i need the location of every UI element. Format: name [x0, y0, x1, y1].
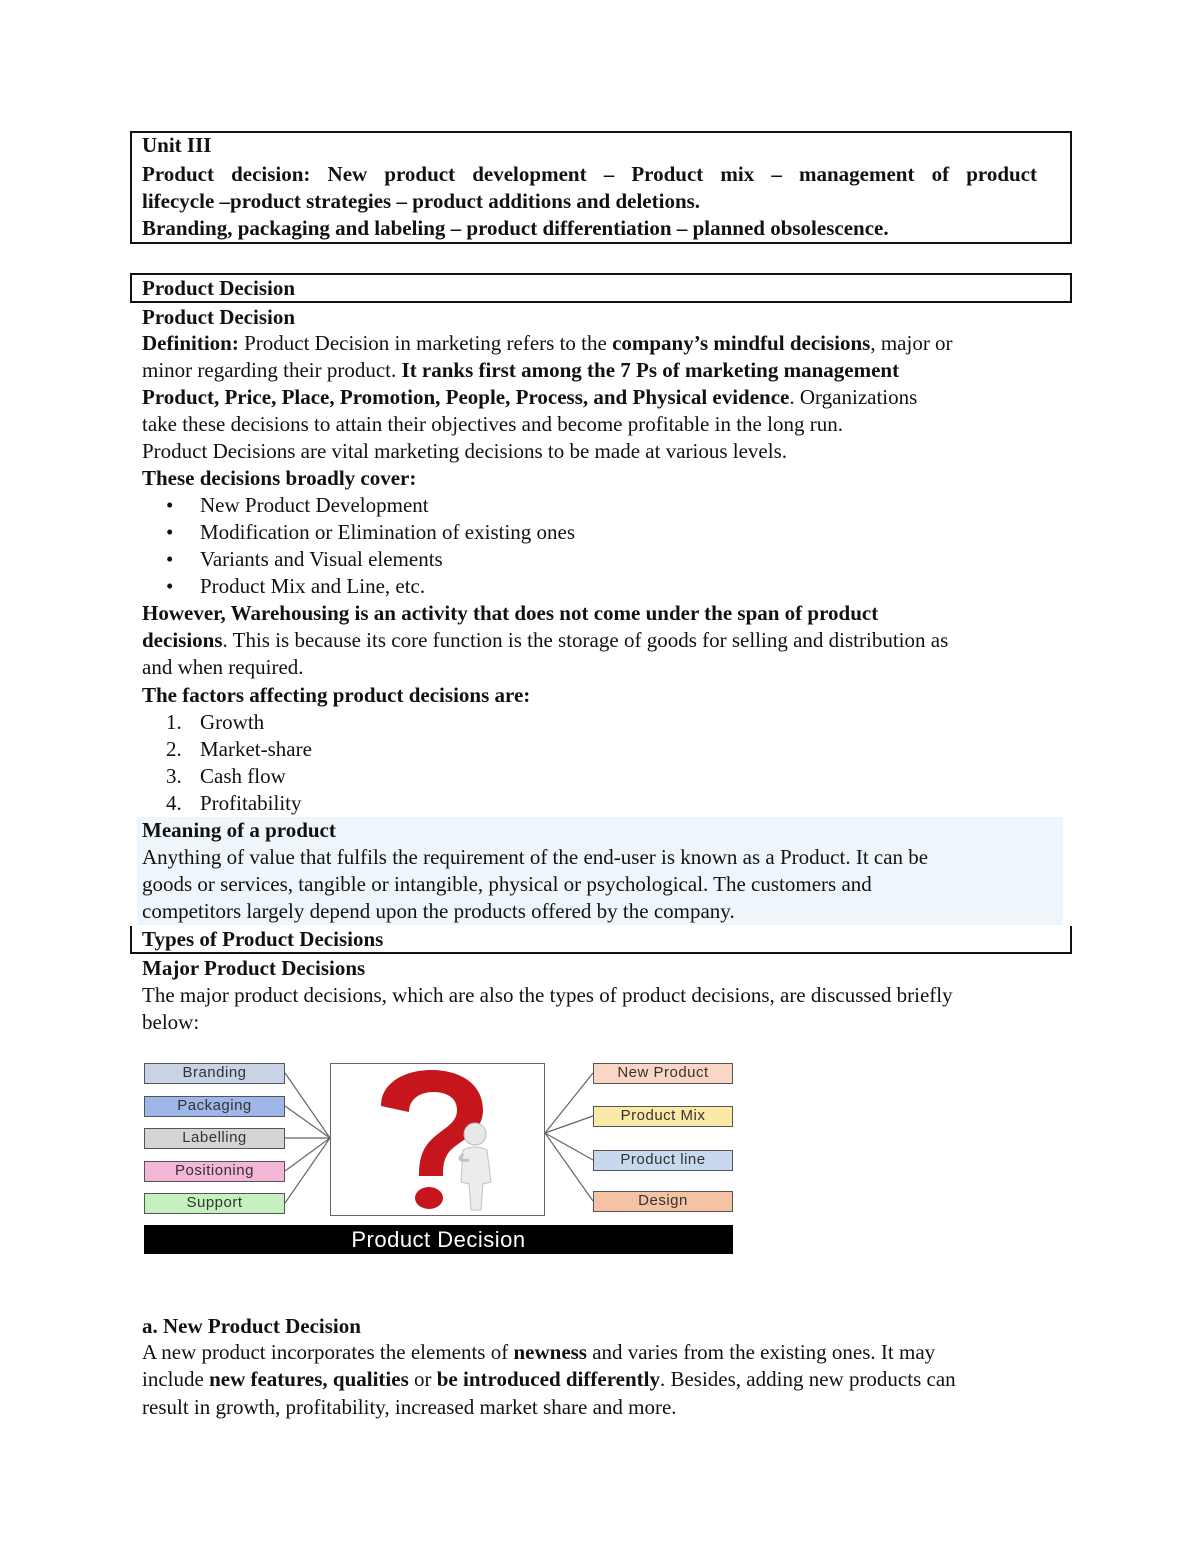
product-mix-label: Product Mix — [593, 1106, 733, 1127]
new-product-label: New Product — [593, 1063, 733, 1084]
factor-text: Market-share — [200, 737, 312, 761]
bullet-text: New Product Development — [200, 493, 429, 517]
meaning-heading: Meaning of a product — [142, 818, 336, 842]
unit-topics-line-3: Branding, packaging and labeling – product differentiation – planned obsolescence. — [142, 216, 889, 240]
bullet-icon: • — [166, 574, 174, 598]
design-label: Design — [593, 1191, 733, 1212]
warehousing-line-2: decisions. This is because its core function is the storage of goods for selling and distribution as — [142, 628, 949, 652]
list-number: 2. — [166, 737, 182, 761]
factor-text: Cash flow — [200, 764, 286, 788]
unit-topics-line-1: Product decision: New product development – Product mix – management of product — [142, 162, 1037, 186]
bullet-icon: • — [166, 493, 174, 517]
branding-label: Branding — [144, 1063, 285, 1084]
section-box-title: Product Decision — [142, 276, 296, 300]
definition-line-2: minor regarding their product. It ranks first among the 7 Ps of marketing management — [142, 358, 900, 382]
factor-text: Profitability — [200, 791, 302, 815]
new-product-line-2: include new features, qualities or be introduced differently. Besides, adding new products can — [142, 1367, 956, 1391]
warehousing-line-1: However, Warehousing is an activity that does not come under the span of product — [142, 601, 879, 625]
bullet-icon: • — [166, 547, 174, 571]
definition-line-5: Product Decisions are vital marketing decisions to be made at various levels. — [142, 439, 787, 463]
definition-line-3: Product, Price, Place, Promotion, People, Process, and Physical evidence. Organizations — [142, 385, 918, 409]
diagram-caption-bar: Product Decision — [144, 1225, 733, 1254]
factors-heading: The factors affecting product decisions are: — [142, 683, 531, 707]
unit-title: Unit III — [142, 133, 212, 157]
new-product-line-3: result in growth, profitability, increased market share and more. — [142, 1395, 677, 1419]
positioning-label: Positioning — [144, 1161, 285, 1182]
meaning-line-2: goods or services, tangible or intangible, physical or psychological. The customers and — [142, 872, 872, 896]
definition-line-4: take these decisions to attain their objectives and become profitable in the long run. — [142, 412, 843, 436]
product-line-label: Product line — [593, 1150, 733, 1171]
support-label: Support — [144, 1193, 285, 1214]
types-box-title: Types of Product Decisions — [142, 927, 384, 951]
bullet-text: Modification or Elimination of existing ones — [200, 520, 576, 544]
factor-text: Growth — [200, 710, 265, 734]
question-mark-figure-image — [330, 1063, 545, 1216]
meaning-line-1: Anything of value that fulfils the requirement of the end-user is known as a Product. It can be — [142, 845, 929, 869]
product-decision-diagram — [138, 1058, 738, 1258]
question-figure-icon — [331, 1064, 543, 1214]
types-heading: Major Product Decisions — [142, 956, 366, 980]
new-product-line-1: A new product incorporates the elements of newness and varies from the existing ones. It may — [142, 1340, 936, 1364]
labelling-label: Labelling — [144, 1128, 285, 1149]
new-product-heading: a. New Product Decision — [142, 1314, 361, 1338]
bullet-icon: • — [166, 520, 174, 544]
meaning-line-3: competitors largely depend upon the products offered by the company. — [142, 899, 735, 923]
warehousing-line-3: and when required. — [142, 655, 304, 679]
types-line-2: below: — [142, 1010, 200, 1034]
definition-line-1: Definition: Product Decision in marketing refers to the company’s mindful decisions, major or — [142, 331, 953, 355]
types-line-1: The major product decisions, which are also the types of product decisions, are discussed briefly — [142, 983, 953, 1007]
unit-topics-line-2: lifecycle –product strategies – product additions and deletions. — [142, 189, 701, 213]
list-number: 4. — [166, 791, 182, 815]
packaging-label: Packaging — [144, 1096, 285, 1117]
cover-heading: These decisions broadly cover: — [142, 466, 417, 490]
list-number: 1. — [166, 710, 182, 734]
bullet-text: Variants and Visual elements — [200, 547, 443, 571]
section-heading: Product Decision — [142, 305, 296, 329]
bullet-text: Product Mix and Line, etc. — [200, 574, 426, 598]
list-number: 3. — [166, 764, 182, 788]
